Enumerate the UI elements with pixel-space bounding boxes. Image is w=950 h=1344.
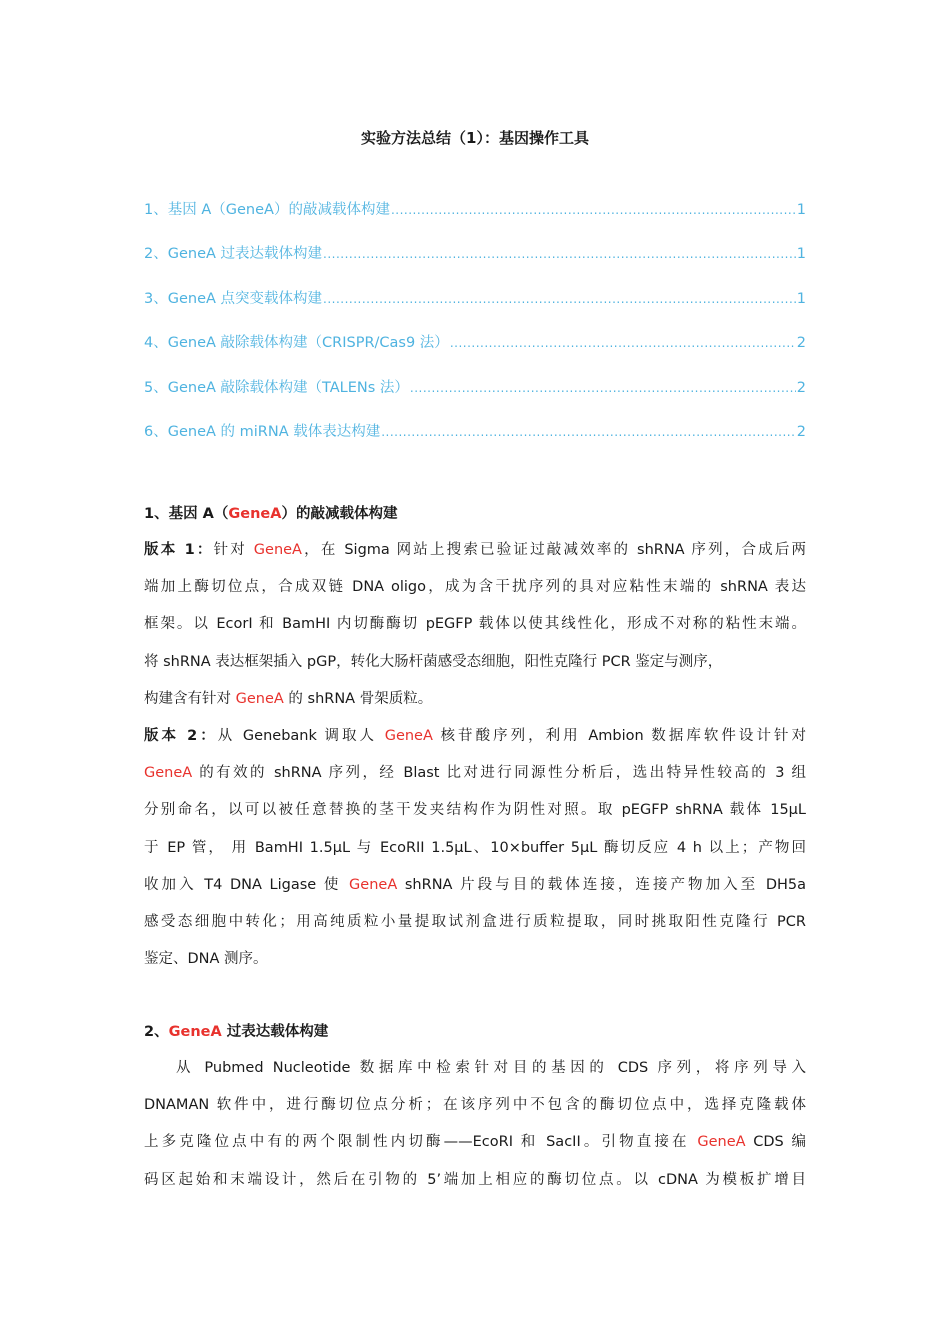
paragraph-line (144, 724, 806, 761)
paragraph-line: 从 Pubmed Nucleotide 数据库中检索针对目的基因的 CDS 序列，将序列导入 (176, 1060, 806, 1076)
gene-name-highlight: GeneA (697, 1134, 746, 1151)
toc-item[interactable] (144, 287, 806, 331)
paragraph-line: 鉴定、DNA 测序。 (144, 951, 268, 968)
paragraph-line (144, 1130, 806, 1167)
heading-text: 1、基因 A（ (144, 506, 229, 522)
gene-name-highlight: GeneA (228, 506, 282, 522)
text-run: 构建含有针对 (144, 690, 236, 707)
text-run: 上多克隆位点中有的两个限制性内切酶——EcoRI 和 SacII。引物直接在 (144, 1134, 698, 1151)
gene-name-highlight: GeneA (235, 690, 284, 707)
toc-item[interactable] (144, 376, 806, 420)
text-run: 核苷酸序列，利用 Ambion 数据库软件设计针对 (432, 727, 806, 744)
section-2-heading (144, 1020, 328, 1044)
text-run: ，在 Sigma 网站上搜索已验证过敲减效率的 shRNA 序列，合成后两 (301, 542, 807, 558)
gene-name-highlight: GeneA (144, 765, 193, 782)
toc-leader-dots (391, 198, 796, 222)
paragraph-line (144, 873, 806, 910)
toc-item-label: 1、基因 A（GeneA）的敲减载体构建 (144, 202, 390, 218)
toc-item[interactable] (144, 420, 806, 464)
text-run: 的有效的 shRNA 序列，经 Blast 比对进行同源性分析后，选出特异性较高的 3 组 (192, 765, 806, 782)
section-1-heading (144, 502, 397, 526)
toc-item-page: 2 (796, 379, 806, 396)
toc-item-label: 6、GeneA 的 miRNA 载体表达构建 (144, 423, 381, 440)
toc-item-label: 3、GeneA 点突变载体构建 (144, 290, 323, 307)
toc-item-page: 1 (796, 246, 806, 263)
text-run: shRNA 片段与目的载体连接，连接产物加入至 DH5a (397, 876, 807, 893)
gene-name-highlight: GeneA (384, 727, 433, 744)
page-title: 实验方法总结（1）：基因操作工具 (361, 129, 589, 147)
toc-item[interactable] (144, 331, 806, 375)
paragraph-line: 将 shRNA 表达框架插入 pGP，转化大肠杆菌感受态细胞，阳性克隆行 PCR 鉴定与测序， (144, 653, 723, 670)
toc-leader-dots (323, 287, 796, 311)
toc-leader-dots (323, 242, 796, 266)
table-of-contents (144, 198, 806, 464)
heading-text: 过表达载体构建 (221, 1024, 329, 1040)
toc-item-page: 1 (796, 202, 806, 218)
toc-item-page: 1 (796, 290, 806, 307)
paragraph-line: 分别命名，以可以被任意替换的茎干发夹结构作为阴性对照。取 pEGFP shRNA 载体 15μL (144, 802, 806, 819)
text-run: 的 shRNA 骨架质粒。 (283, 690, 433, 707)
toc-item[interactable] (144, 198, 806, 242)
paragraph-line: 感受态细胞中转化；用高纯质粒小量提取试剂盒进行质粒提取，同时挑取阳性克隆行 PCR (144, 913, 806, 930)
toc-leader-dots (381, 420, 796, 444)
version-label: 版本 2： (144, 727, 218, 744)
gene-name-highlight: GeneA (168, 1024, 222, 1040)
text-run: 针对 (213, 542, 254, 558)
toc-item-page: 2 (796, 423, 806, 440)
toc-item-label: 4、GeneA 敲除载体构建（CRISPR/Cas9 法） (144, 335, 449, 352)
section-1-body (144, 538, 806, 984)
paragraph-line (144, 538, 806, 575)
toc-item-page: 2 (796, 335, 806, 352)
text-run: 收加入 T4 DNA Ligase 使 (144, 876, 350, 893)
toc-item[interactable] (144, 242, 806, 286)
section-2-body (144, 1056, 806, 1205)
gene-name-highlight: GeneA (349, 876, 398, 893)
heading-text: ）的敲减载体构建 (281, 506, 398, 522)
paragraph-line (144, 687, 806, 724)
paragraph-line: 码区起始和末端设计，然后在引物的 5’端加上相应的酶切位点。以 cDNA 为模板扩增目 (144, 1171, 806, 1188)
paragraph-line: 框架。以 EcorI 和 BamHI 内切酶酶切 pEGFP 载体以使其线性化，形成不对称的粘性末端。 (144, 616, 806, 633)
paragraph-line: 端加上酶切位点，合成双链 DNA oligo，成为含干扰序列的具对应粘性末端的 shRNA 表达 (144, 579, 806, 596)
text-run: CDS 编 (745, 1134, 806, 1151)
text-run: 从 Genebank 调取人 (217, 727, 385, 744)
paragraph-line: 于 EP 管， 用 BamHI 1.5μL 与 EcoRII 1.5μL、10×buffer 5μL 酶切反应 4 h 以上；产物回 (144, 839, 806, 856)
gene-name-highlight: GeneA (253, 542, 302, 558)
toc-item-label: 2、GeneA 过表达载体构建 (144, 246, 323, 263)
version-label: 版本 1： (144, 542, 214, 558)
toc-leader-dots (410, 376, 796, 400)
paragraph-line: DNAMAN 软件中，进行酶切位点分析；在该序列中不包含的酶切位点中，选择克隆载体 (144, 1097, 806, 1114)
toc-leader-dots (450, 331, 796, 355)
heading-text: 2、 (144, 1024, 169, 1040)
paragraph-line (144, 761, 806, 798)
toc-item-label: 5、GeneA 敲除载体构建（TALENs 法） (144, 379, 409, 396)
